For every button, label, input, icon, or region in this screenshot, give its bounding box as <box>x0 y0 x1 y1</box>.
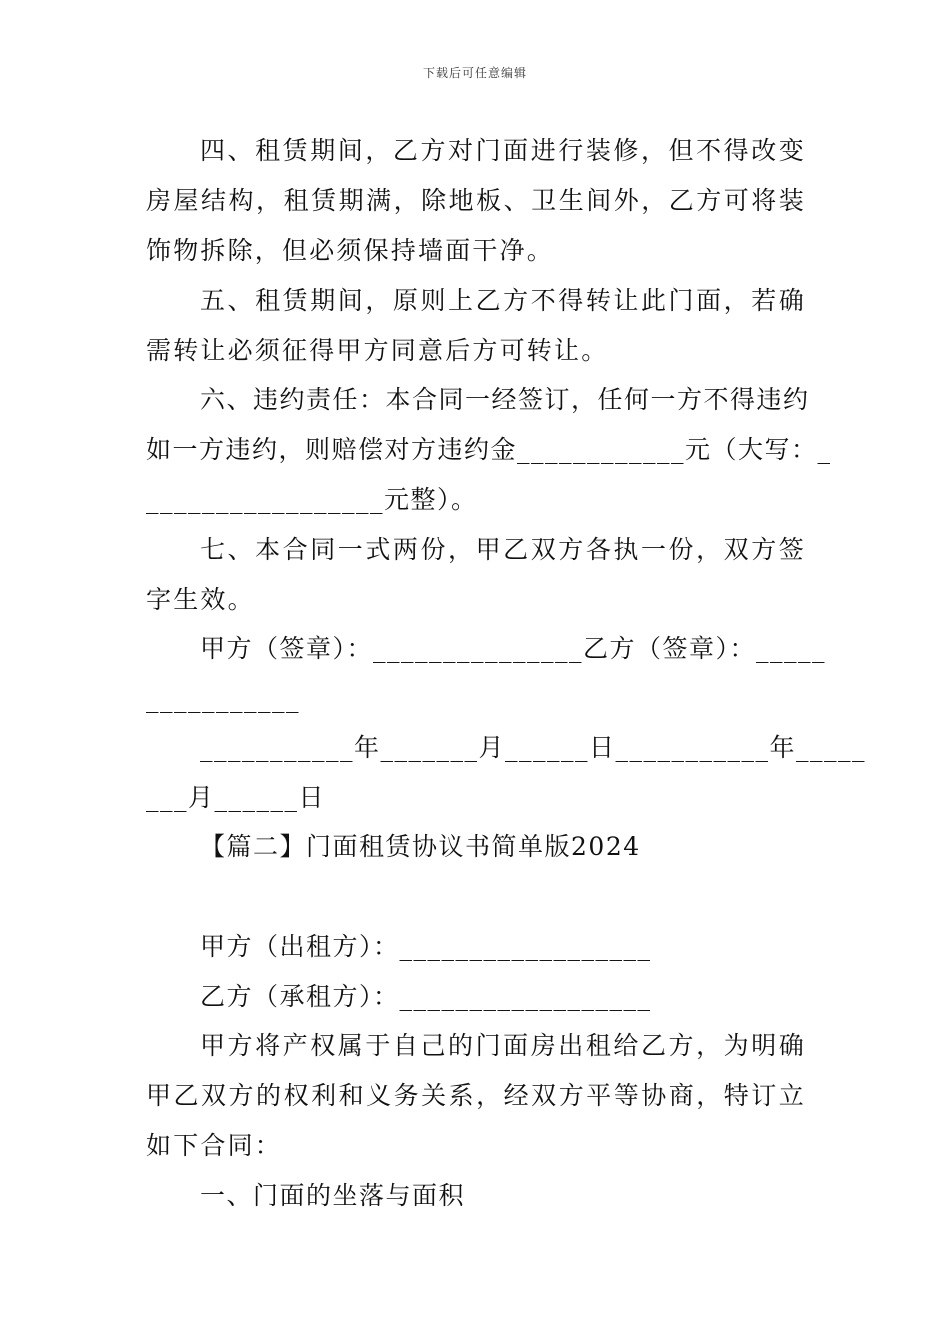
clause-5: 五、租赁期间，原则上乙方不得转让此门面，若确需转让必须征得甲方同意后方可转让。 <box>146 286 806 365</box>
clause-6-line-3: _________________元整）。 <box>146 485 478 514</box>
page-header: 下载后可任意编辑 <box>422 66 527 80</box>
date-line-cont: ___月______日 <box>146 783 326 812</box>
item-1-heading: 一、门面的坐落与面积 <box>200 1181 466 1210</box>
date-line: ___________年_______月______日___________年_____ <box>200 733 867 762</box>
intro-paragraph: 甲方将产权属于自己的门面房出租给乙方，为明确甲乙双方的权利和义务关系，经双方平等协商，特订立如下合同： <box>146 1031 806 1160</box>
signature-line: 甲方（签章）：_______________乙方（签章）：_____ <box>200 634 827 663</box>
section-title: 【篇二】门面租赁协议书简单版2024 <box>200 832 641 861</box>
clause-6-line-1: 六、违约责任：本合同一经签订，任何一方不得违约 <box>200 385 810 414</box>
clause-7: 七、本合同一式两份，甲乙双方各执一份，双方签字生效。 <box>146 535 806 614</box>
signature-line-cont: ___________ <box>146 684 300 713</box>
clause-4: 四、租赁期间，乙方对门面进行装修，但不得改变房屋结构，租赁期满，除地板、卫生间外，乙方可将装饰物拆除，但必须保持墙面干净。 <box>146 136 806 265</box>
party-b-line: 乙方（承租方）：__________________ <box>200 982 652 1011</box>
clause-6-line-2: 如一方违约，则赔偿对方违约金____________元（大写：_ <box>146 435 832 464</box>
party-a-line: 甲方（出租方）：__________________ <box>200 932 652 961</box>
